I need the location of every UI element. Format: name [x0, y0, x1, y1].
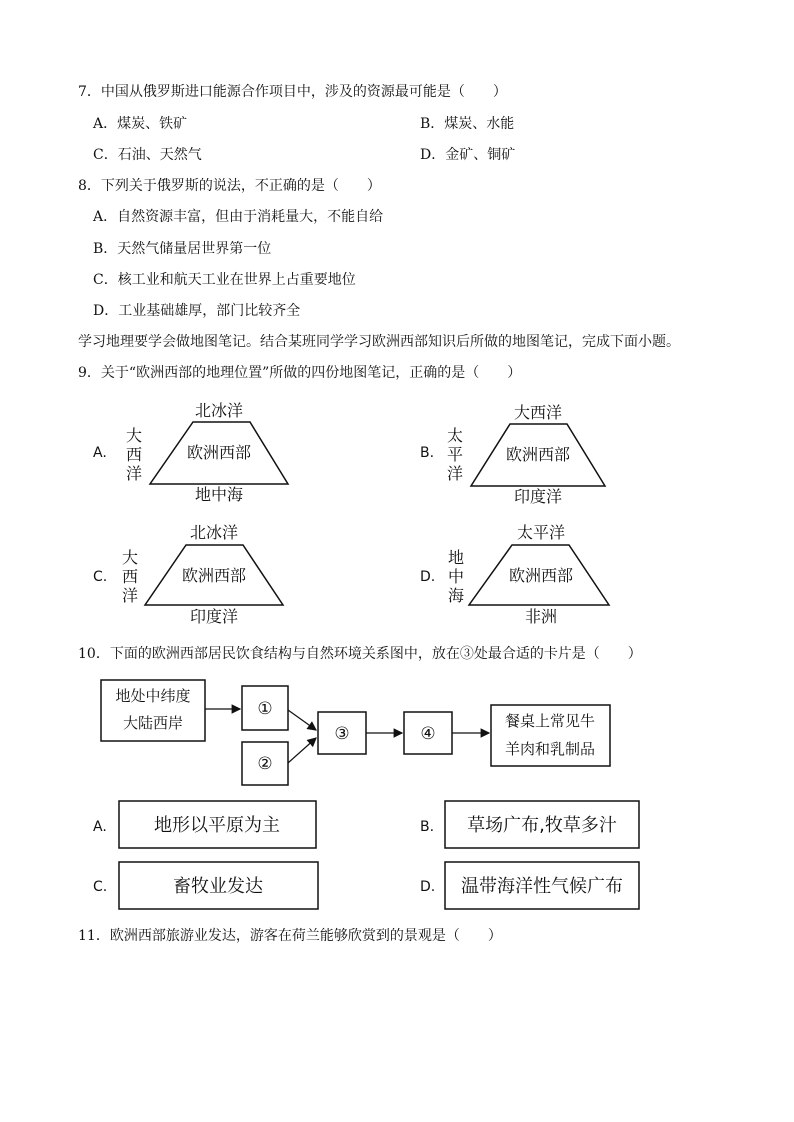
q9-b-letter: B. [420, 445, 435, 461]
q8-stem: 8．下列关于俄罗斯的说法，不正确的是（ ） [78, 178, 381, 194]
q9-a-center: 欧洲西部 [186, 443, 252, 462]
intro-text: 学习地理要学会做地图笔记。结合某班同学学习欧洲西部知识后所做的地图笔记，完成下面小题。 [78, 334, 680, 350]
flow-box-3-label: ③ [334, 724, 350, 744]
arrow-2-to-3 [288, 738, 316, 763]
q7-option-d: D．金矿、铜矿 [420, 147, 516, 163]
q9-stem: 9．关于“欧洲西部的地理位置”所做的四份地图笔记，正确的是（ ） [78, 365, 522, 381]
q9-diagram-b [420, 403, 605, 506]
flow-end-line2: 羊肉和乳制品 [504, 740, 596, 758]
flow-box-4-label: ④ [420, 724, 436, 744]
q9-a-letter: A. [93, 445, 107, 461]
q9-c-side-3: 洋 [121, 586, 139, 605]
card-d-text: 温带海洋性气候广布 [461, 876, 623, 897]
arrow-1-to-3 [288, 710, 316, 730]
card-a-letter: A. [93, 819, 107, 835]
q9-c-letter: C. [93, 569, 108, 585]
q9-d-letter: D. [420, 569, 436, 585]
q9-a-side-3: 洋 [125, 464, 143, 483]
q9-b-bottom: 印度洋 [513, 487, 563, 506]
q8-option-a: A．自然资源丰富，但由于消耗量大，不能自给 [93, 209, 384, 225]
card-b-letter: B. [420, 819, 435, 835]
q9-b-center: 欧洲西部 [505, 445, 571, 464]
q9-d-side-1: 地 [447, 548, 465, 567]
flow-start-line2: 大陆西岸 [122, 714, 184, 732]
q9-diagram-a [93, 401, 288, 504]
q9-c-center: 欧洲西部 [181, 566, 247, 585]
q9-d-bottom: 非洲 [524, 607, 558, 626]
q7-option-b: B．煤炭、水能 [420, 116, 515, 132]
card-c-text: 畜牧业发达 [173, 876, 263, 897]
q9-a-top: 北冰洋 [194, 401, 244, 420]
card-a-text: 地形以平原为主 [154, 815, 280, 836]
q9-c-side-1: 大 [121, 548, 139, 567]
q9-b-side-3: 洋 [446, 464, 464, 483]
q7-option-c: C．石油、天然气 [93, 147, 202, 163]
q9-b-top: 大西洋 [513, 403, 563, 422]
q10-flow-diagram [101, 680, 610, 785]
q8-option-d: D．工业基础雄厚，部门比较齐全 [93, 303, 301, 319]
q7-stem: 7．中国从俄罗斯进口能源合作项目中，涉及的资源最可能是（ ） [78, 84, 507, 100]
q7-option-a: A．煤炭、铁矿 [93, 116, 188, 132]
q9-c-bottom: 印度洋 [189, 607, 239, 626]
card-c-letter: C. [93, 879, 108, 895]
q9-c-top: 北冰洋 [189, 523, 239, 542]
q10-stem: 10．下面的欧洲西部居民饮食结构与自然环境关系图中，放在③处最合适的卡片是（ ） [78, 646, 642, 662]
q9-d-side-3: 海 [447, 586, 465, 605]
q9-a-side-1: 大 [125, 426, 143, 445]
q9-d-top: 太平洋 [516, 523, 566, 542]
q9-c-side-2: 西 [121, 567, 139, 586]
q9-diagram-c [93, 523, 283, 626]
card-b-text: 草场广布,牧草多汁 [467, 815, 617, 836]
q9-b-side-1: 太 [446, 426, 464, 445]
flow-box-1-label: ① [257, 699, 273, 719]
flow-box-2-label: ② [257, 754, 273, 774]
q10-cards [93, 801, 639, 909]
q11-stem: 11．欧洲西部旅游业发达，游客在荷兰能够欣赏到的景观是（ ） [78, 928, 502, 944]
q9-diagram-d [420, 523, 609, 626]
q8-option-c: C．核工业和航天工业在世界上占重要地位 [93, 272, 356, 288]
flow-start-line1: 地处中纬度 [115, 687, 191, 705]
card-d-letter: D. [420, 879, 436, 895]
q9-d-center: 欧洲西部 [508, 566, 574, 585]
q8-option-b: B．天然气储量居世界第一位 [93, 241, 272, 257]
q9-d-side-2: 中 [447, 567, 465, 586]
q9-a-side-2: 西 [125, 445, 143, 464]
q9-b-side-2: 平 [446, 445, 464, 464]
q9-a-bottom: 地中海 [194, 485, 244, 504]
flow-end-line1: 餐桌上常见牛 [504, 712, 596, 730]
